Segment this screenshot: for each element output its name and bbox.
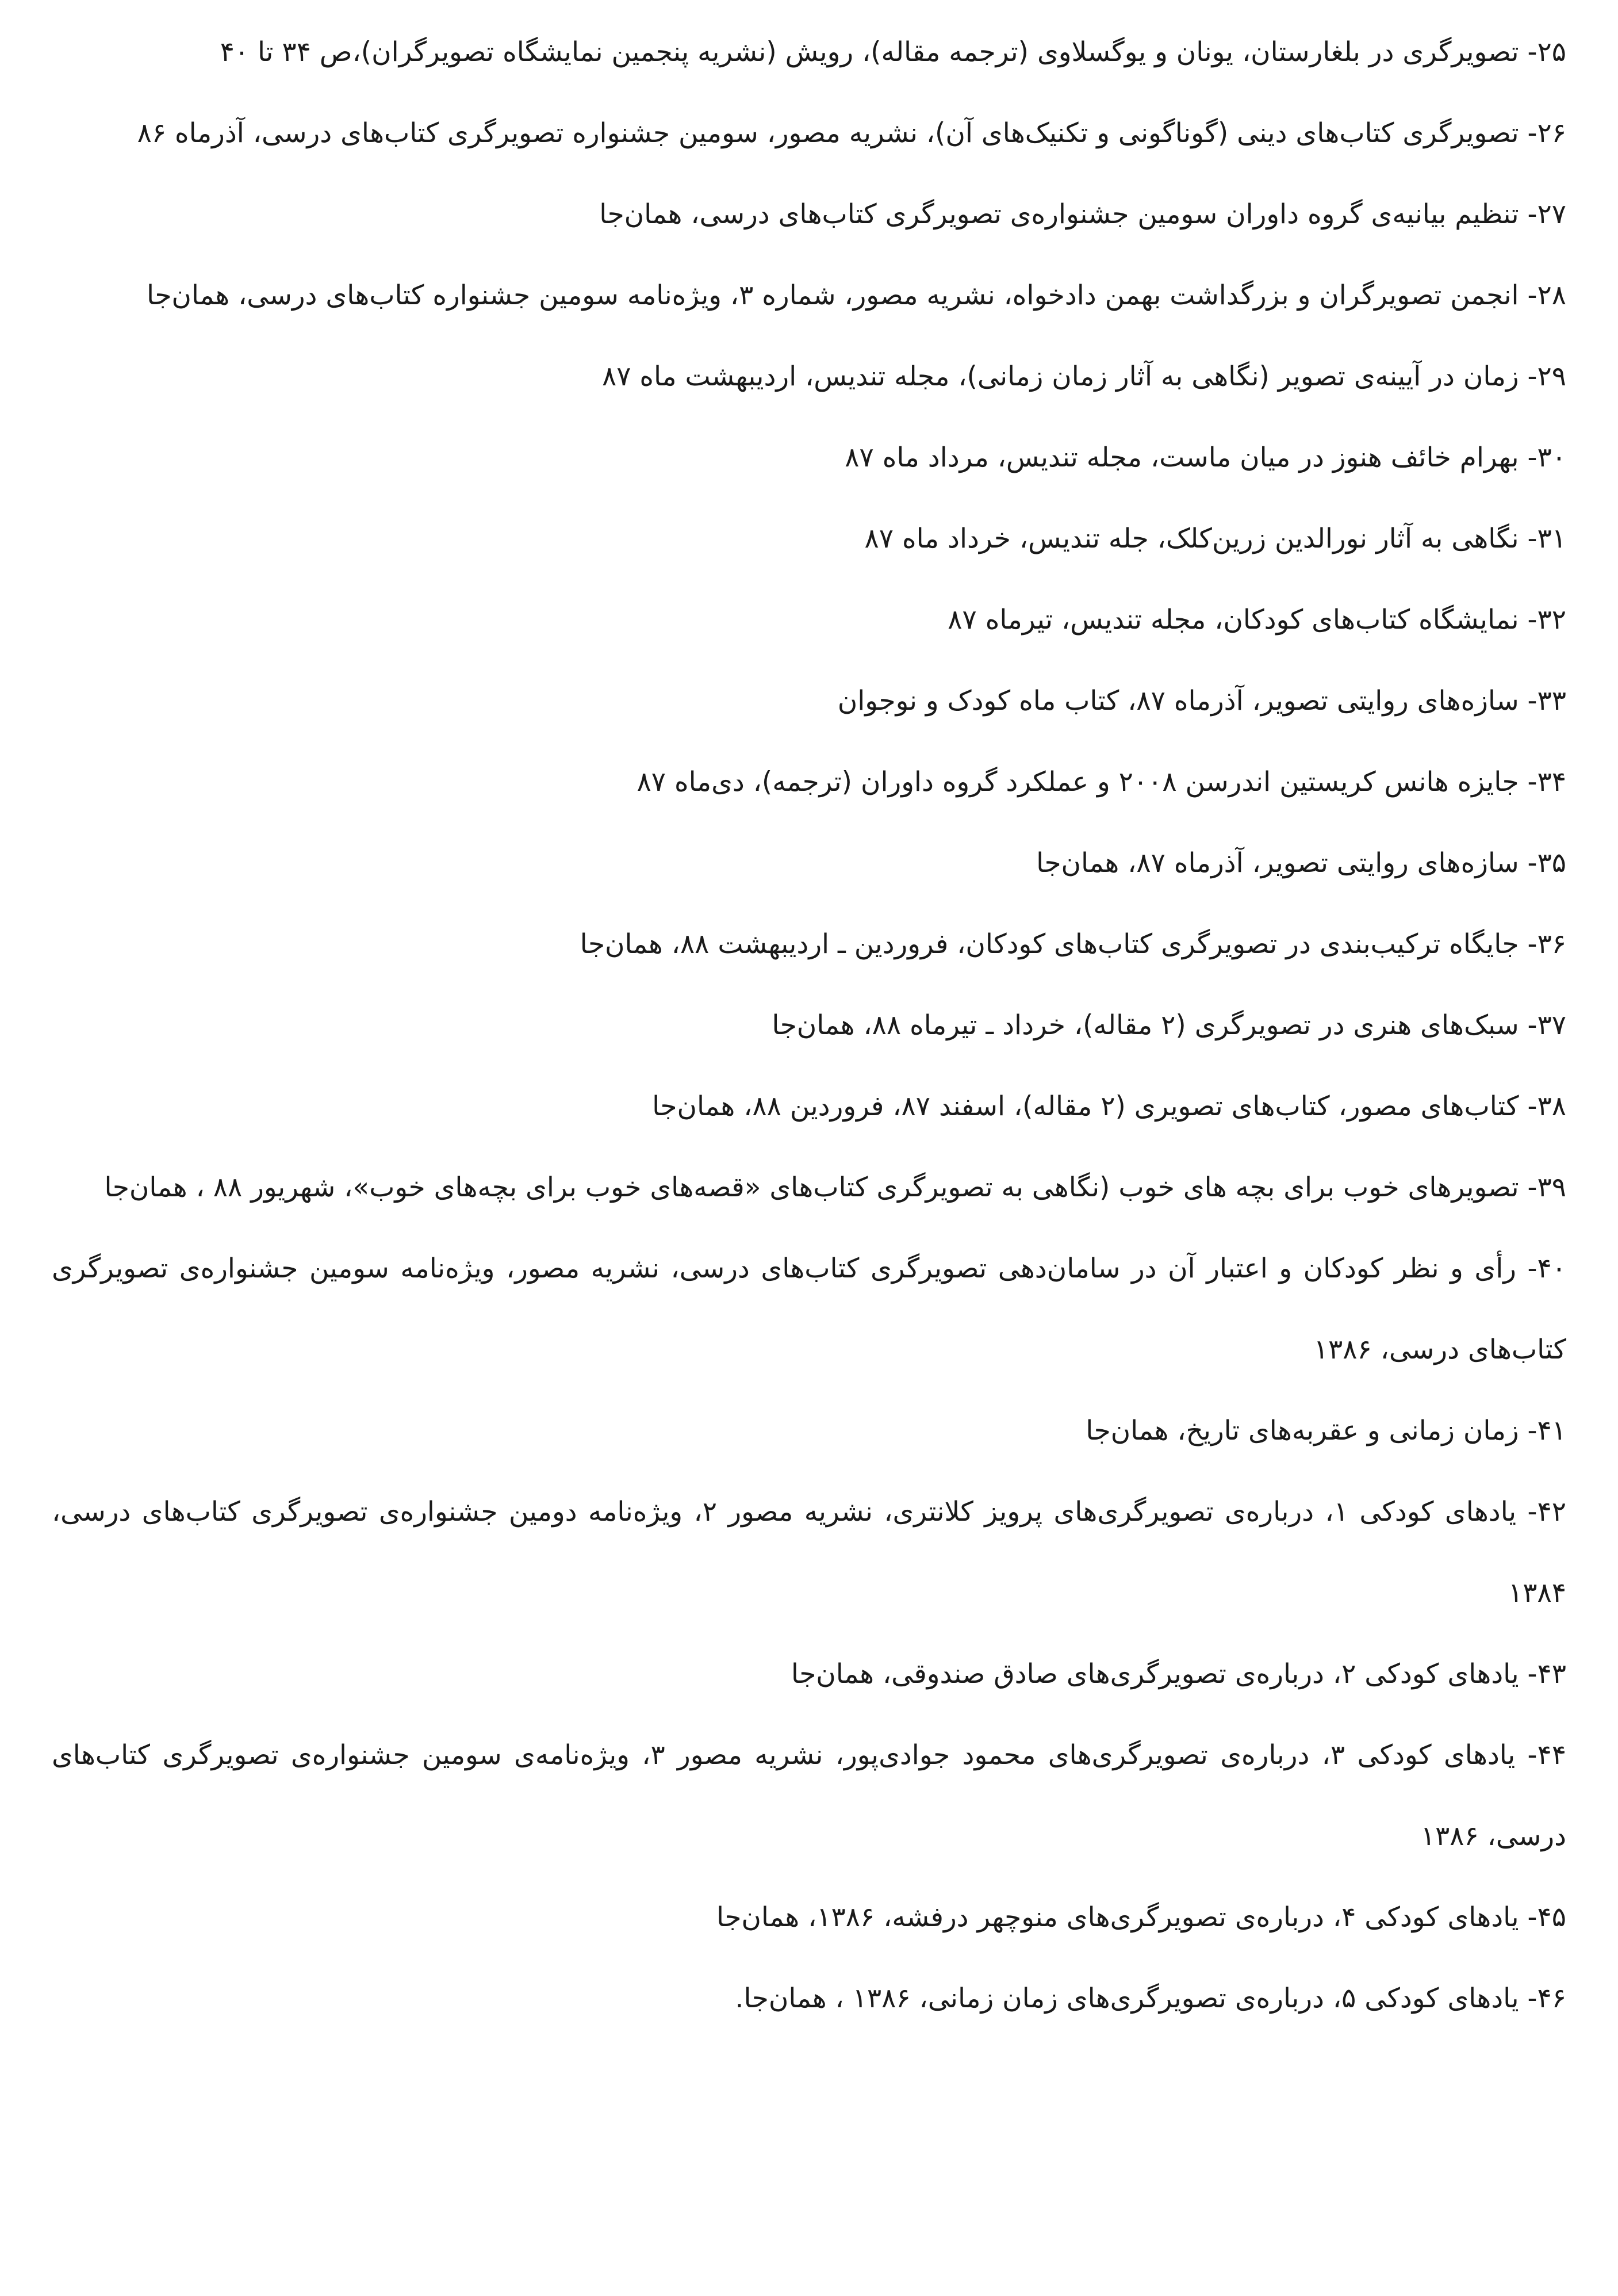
bibliography-entry: ۴۲- یادهای کودکی ۱، درباره‌ی تصویرگری‌های پرویز کلانتری، نشریه مصور ۲، ویژه‌نامه دومین جشنواره‌ی تصویرگری کتاب‌های درسی، ۱۳۸۴ bbox=[52, 1496, 1567, 1609]
entry-number: ۳۶ bbox=[1537, 928, 1566, 960]
bibliography-entry: ۴۰- رأی و نظر کودکان و اعتبار آن در سامان‌دهی تصویرگری کتاب‌های درسی، نشریه مصور، ویژه‌نامه سومین جشنواره‌ی تصویرگری کتاب‌های درسی، ۱۳۸۶ bbox=[52, 1253, 1567, 1365]
entry-text: جایگاه ترکیب‌بندی در تصویرگری کتاب‌های کودکان، فروردین ـ اردیبهشت ۸۸، همان‌جا bbox=[580, 928, 1519, 960]
bibliography-entry: ۳۸- کتاب‌های مصور، کتاب‌های تصویری (۲ مقاله)، اسفند ۸۷، فروردین ۸۸، همان‌جا bbox=[652, 1090, 1566, 1122]
bibliography-entry: ۲۶- تصویرگری کتاب‌های دینی (گوناگونی و تکنیک‌های آن)، نشریه مصور، سومین جشنواره تصویرگری کتاب‌های درسی، آذرماه ۸۶ bbox=[137, 117, 1566, 149]
entry-number: ۳۴ bbox=[1537, 766, 1566, 798]
entry-text: بهرام خائف هنوز در میان ماست، مجله تندیس، مرداد ماه ۸۷ bbox=[845, 442, 1519, 473]
entry-number: ۳۸ bbox=[1537, 1090, 1566, 1122]
entry-text: نگاهی به آثار نورالدین زرین‌کلک، جله تندیس، خرداد ماه ۸۷ bbox=[864, 523, 1519, 554]
entry-text: تصویرگری کتاب‌های دینی (گوناگونی و تکنیک‌های آن)، نشریه مصور، سومین جشنواره تصویرگری کتاب‌های درسی، آذرماه ۸۶ bbox=[137, 117, 1519, 149]
entry-number: ۳۱ bbox=[1537, 523, 1566, 554]
entry-text: تنظیم بیانیه‌ی گروه داوران سومین جشنواره‌ی تصویرگری کتاب‌های درسی، همان‌جا bbox=[599, 198, 1519, 230]
entry-number: ۲۵ bbox=[1537, 36, 1566, 68]
entry-text: جایزه هانس کریستین اندرسن ۲۰۰۸ و عملکرد گروه داوران (ترجمه)، دی‌ماه ۸۷ bbox=[637, 766, 1519, 798]
bibliography-entry: ۳۴- جایزه هانس کریستین اندرسن ۲۰۰۸ و عملکرد گروه داوران (ترجمه)، دی‌ماه ۸۷ bbox=[637, 766, 1566, 798]
entry-text: رأی و نظر کودکان و اعتبار آن در سامان‌دهی تصویرگری کتاب‌های درسی، نشریه مصور، ویژه‌نامه سومین جشنواره‌ی تصویرگری کتاب‌های درسی، ۱۳۸۶ bbox=[52, 1253, 1566, 1365]
entry-number: ۳۳ bbox=[1537, 685, 1566, 717]
entry-text: یادهای کودکی ۴، درباره‌ی تصویرگری‌های منوچهر درفشه، ۱۳۸۶، همان‌جا bbox=[716, 1901, 1519, 1933]
bibliography-entry: ۴۵- یادهای کودکی ۴، درباره‌ی تصویرگری‌های منوچهر درفشه، ۱۳۸۶، همان‌جا bbox=[716, 1901, 1566, 1933]
entry-text: یادهای کودکی ۱، درباره‌ی تصویرگری‌های پرویز کلانتری، نشریه مصور ۲، ویژه‌نامه دومین جشنواره‌ی تصویرگری کتاب‌های درسی، ۱۳۸۴ bbox=[52, 1496, 1566, 1609]
bibliography-entry: ۲۵- تصویرگری در بلغارستان، یونان و یوگسلاوی (ترجمه مقاله)، رویش (نشریه پنجمین نمایشگاه تصویرگران)،ص ۳۴ تا ۴۰ bbox=[220, 36, 1566, 68]
bibliography-entry: ۳۷- سبک‌های هنری در تصویرگری (۲ مقاله)، خرداد ـ تیرماه ۸۸، همان‌جا bbox=[772, 1009, 1566, 1041]
bibliography-entry: ۲۹- زمان در آیینه‌ی تصویر (نگاهی به آثار زمان زمانی)، مجله تندیس، اردیبهشت ماه ۸۷ bbox=[601, 361, 1566, 392]
entry-number: ۳۲ bbox=[1537, 604, 1566, 636]
entry-number: ۴۵ bbox=[1537, 1901, 1566, 1933]
entry-number: ۳۹ bbox=[1537, 1172, 1566, 1203]
entry-text: یادهای کودکی ۲، درباره‌ی تصویرگری‌های صادق صندوقی، همان‌جا bbox=[791, 1658, 1519, 1690]
bibliography-entry: ۳۶- جایگاه ترکیب‌بندی در تصویرگری کتاب‌های کودکان، فروردین ـ اردیبهشت ۸۸، همان‌جا bbox=[580, 928, 1566, 960]
bibliography-entry: ۴۱- زمان زمانی و عقربه‌های تاریخ، همان‌جا bbox=[1086, 1415, 1566, 1447]
entry-text: کتاب‌های مصور، کتاب‌های تصویری (۲ مقاله)، اسفند ۸۷، فروردین ۸۸، همان‌جا bbox=[652, 1090, 1519, 1122]
entry-text: سبک‌های هنری در تصویرگری (۲ مقاله)، خرداد ـ تیرماه ۸۸، همان‌جا bbox=[772, 1009, 1519, 1041]
bibliography-entry: ۳۹- تصویرهای خوب برای بچه های خوب (نگاهی به تصویرگری کتاب‌های «قصه‌های خوب برای بچه‌های خوب»، شهریور ۸۸ ، همان‌جا bbox=[104, 1172, 1566, 1203]
bibliography-entry: ۳۱- نگاهی به آثار نورالدین زرین‌کلک، جله تندیس، خرداد ماه ۸۷ bbox=[864, 523, 1566, 554]
bibliography-entry: ۲۷- تنظیم بیانیه‌ی گروه داوران سومین جشنواره‌ی تصویرگری کتاب‌های درسی، همان‌جا bbox=[599, 198, 1566, 230]
entry-number: ۴۳ bbox=[1537, 1658, 1566, 1690]
entry-number: ۴۴ bbox=[1537, 1739, 1566, 1771]
entry-text: انجمن تصویرگران و بزرگداشت بهمن دادخواه، نشریه مصور، شماره ۳، ویژه‌نامه سومین جشنواره کتاب‌های درسی، همان‌جا bbox=[147, 280, 1519, 311]
bibliography-entry: ۳۵- سازه‌های روایتی تصویر، آذرماه ۸۷، همان‌جا bbox=[1036, 847, 1566, 879]
entry-text: تصویرگری در بلغارستان، یونان و یوگسلاوی (ترجمه مقاله)، رویش (نشریه پنجمین نمایشگاه تصویرگران)،ص ۳۴ تا ۴۰ bbox=[220, 36, 1519, 68]
entry-number: ۴۲ bbox=[1537, 1496, 1567, 1528]
entry-number: ۴۰ bbox=[1537, 1253, 1567, 1284]
bibliography-entry: ۳۲- نمایشگاه کتاب‌های کودکان، مجله تندیس، تیرماه ۸۷ bbox=[948, 604, 1566, 636]
entry-text: نمایشگاه کتاب‌های کودکان، مجله تندیس، تیرماه ۸۷ bbox=[948, 604, 1519, 636]
bibliography-entry: ۳۳- سازه‌های روایتی تصویر، آذرماه ۸۷، کتاب ماه کودک و نوجوان bbox=[837, 685, 1566, 717]
entry-number: ۴۱ bbox=[1537, 1415, 1566, 1447]
bibliography-entry: ۲۸- انجمن تصویرگران و بزرگداشت بهمن دادخواه، نشریه مصور، شماره ۳، ویژه‌نامه سومین جشنواره کتاب‌های درسی، همان‌جا bbox=[147, 280, 1566, 311]
entry-number: ۲۷ bbox=[1537, 198, 1566, 230]
entry-text: یادهای کودکی ۵، درباره‌ی تصویرگری‌های زمان زمانی، ۱۳۸۶ ، همان‌جا. bbox=[735, 1983, 1519, 2014]
entry-number: ۲۹ bbox=[1537, 361, 1566, 392]
bibliography-page bbox=[52, 12, 1566, 2039]
bibliography-entry: ۴۴- یادهای کودکی ۳، درباره‌ی تصویرگری‌های محمود جوادی‌پور، نشریه مصور ۳، ویژه‌نامه‌ی سومین جشنواره‌ی تصویرگری کتاب‌های درسی، ۱۳۸۶ bbox=[52, 1739, 1566, 1852]
entry-text: سازه‌های روایتی تصویر، آذرماه ۸۷، کتاب ماه کودک و نوجوان bbox=[837, 685, 1519, 717]
bibliography-entry: ۴۶- یادهای کودکی ۵، درباره‌ی تصویرگری‌های زمان زمانی، ۱۳۸۶ ، همان‌جا. bbox=[735, 1983, 1566, 2014]
entry-number: ۲۸ bbox=[1537, 280, 1566, 311]
entry-number: ۳۵ bbox=[1537, 847, 1566, 879]
entry-text: سازه‌های روایتی تصویر، آذرماه ۸۷، همان‌جا bbox=[1036, 847, 1519, 879]
entry-text: تصویرهای خوب برای بچه های خوب (نگاهی به تصویرگری کتاب‌های «قصه‌های خوب برای بچه‌های خوب»، شهریور ۸۸ ، همان‌جا bbox=[104, 1172, 1519, 1203]
entry-text: زمان در آیینه‌ی تصویر (نگاهی به آثار زمان زمانی)، مجله تندیس، اردیبهشت ماه ۸۷ bbox=[601, 361, 1519, 392]
bibliography-entry: ۴۳- یادهای کودکی ۲، درباره‌ی تصویرگری‌های صادق صندوقی، همان‌جا bbox=[791, 1658, 1566, 1690]
bibliography-list bbox=[52, 12, 1566, 2039]
entry-number: ۴۶ bbox=[1537, 1983, 1566, 2014]
bibliography-entry: ۳۰- بهرام خائف هنوز در میان ماست، مجله تندیس، مرداد ماه ۸۷ bbox=[845, 442, 1566, 473]
entry-number: ۲۶ bbox=[1537, 117, 1566, 149]
entry-text: زمان زمانی و عقربه‌های تاریخ، همان‌جا bbox=[1086, 1415, 1519, 1447]
entry-number: ۳۰ bbox=[1537, 442, 1566, 473]
entry-text: یادهای کودکی ۳، درباره‌ی تصویرگری‌های محمود جوادی‌پور، نشریه مصور ۳، ویژه‌نامه‌ی سومین جشنواره‌ی تصویرگری کتاب‌های درسی، ۱۳۸۶ bbox=[52, 1739, 1566, 1852]
entry-number: ۳۷ bbox=[1537, 1009, 1566, 1041]
